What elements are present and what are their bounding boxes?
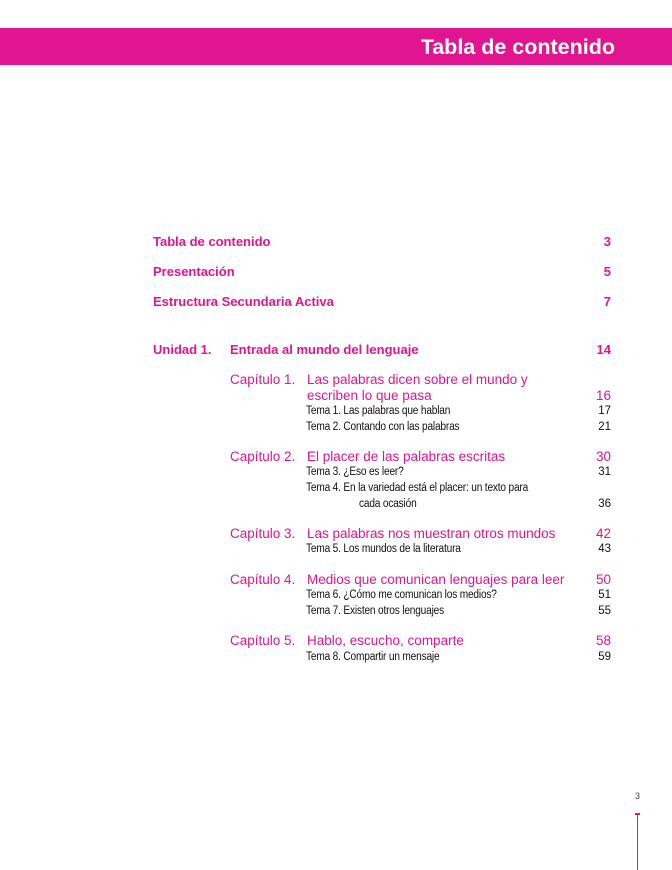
tema-entry[interactable]: Tema 7. Existen otros lenguajes (306, 605, 444, 617)
page-marker-line (637, 813, 638, 870)
chapter-number: Capítulo 3. (230, 526, 296, 541)
tema-entry-cont[interactable]: cada ocasión (359, 498, 417, 510)
chapter-number: Capítulo 5. (230, 633, 296, 648)
tema-entry[interactable]: Tema 3. ¿Eso es leer? (306, 466, 404, 478)
chapter-title-cont[interactable]: escriben lo que pasa (307, 388, 432, 403)
chapter-number: Capítulo 2. (230, 449, 296, 464)
page-title: Tabla de contenido (420, 35, 615, 59)
toc-entry-presentacion-page: 5 (603, 264, 611, 279)
unit-title[interactable]: Entrada al mundo del lenguaje (230, 342, 419, 357)
toc-entry-tabla-page: 3 (603, 234, 611, 249)
tema-page: 43 (598, 543, 611, 555)
tema-page: 36 (598, 498, 611, 510)
tema-entry[interactable]: Tema 4. En la variedad está el placer: un texto para (306, 482, 529, 494)
toc-entry-presentacion[interactable]: Presentación (153, 264, 235, 279)
chapter-page: 50 (595, 572, 611, 587)
toc-entry-tabla[interactable]: Tabla de contenido (153, 234, 271, 249)
tema-page: 17 (598, 405, 611, 417)
tema-entry[interactable]: Tema 2. Contando con las palabras (306, 421, 460, 433)
tema-page: 31 (598, 466, 611, 478)
chapter-page: 58 (595, 633, 611, 648)
tema-page: 55 (598, 605, 611, 617)
chapter-title[interactable]: Las palabras dicen sobre el mundo y (307, 372, 528, 387)
chapter-title[interactable]: Medios que comunican lenguajes para leer (307, 572, 565, 587)
page-number: 3 (634, 791, 640, 801)
header-bar (0, 28, 672, 65)
tema-entry[interactable]: Tema 8. Compartir un mensaje (306, 651, 440, 663)
unit-number: Unidad 1. (153, 342, 212, 357)
chapter-title[interactable]: Hablo, escucho, comparte (307, 633, 464, 648)
tema-entry[interactable]: Tema 5. Los mundos de la literatura (306, 543, 461, 555)
chapter-page: 30 (595, 449, 611, 464)
chapter-number: Capítulo 4. (230, 572, 296, 587)
toc-entry-estructura-page: 7 (603, 294, 611, 309)
chapter-page: 42 (595, 526, 611, 541)
chapter-number: Capítulo 1. (230, 372, 296, 387)
tema-page: 51 (598, 589, 611, 601)
unit-page: 14 (596, 342, 611, 357)
tema-page: 21 (598, 421, 611, 433)
toc-entry-estructura[interactable]: Estructura Secundaria Activa (153, 294, 334, 309)
chapter-title[interactable]: Las palabras nos muestran otros mundos (307, 526, 556, 541)
tema-entry[interactable]: Tema 6. ¿Cómo me comunican los medios? (306, 589, 497, 601)
tema-entry[interactable]: Tema 1. Las palabras que hablan (306, 405, 451, 417)
chapter-page: 16 (595, 388, 611, 403)
chapter-title[interactable]: El placer de las palabras escritas (307, 449, 506, 464)
tema-page: 59 (598, 651, 611, 663)
